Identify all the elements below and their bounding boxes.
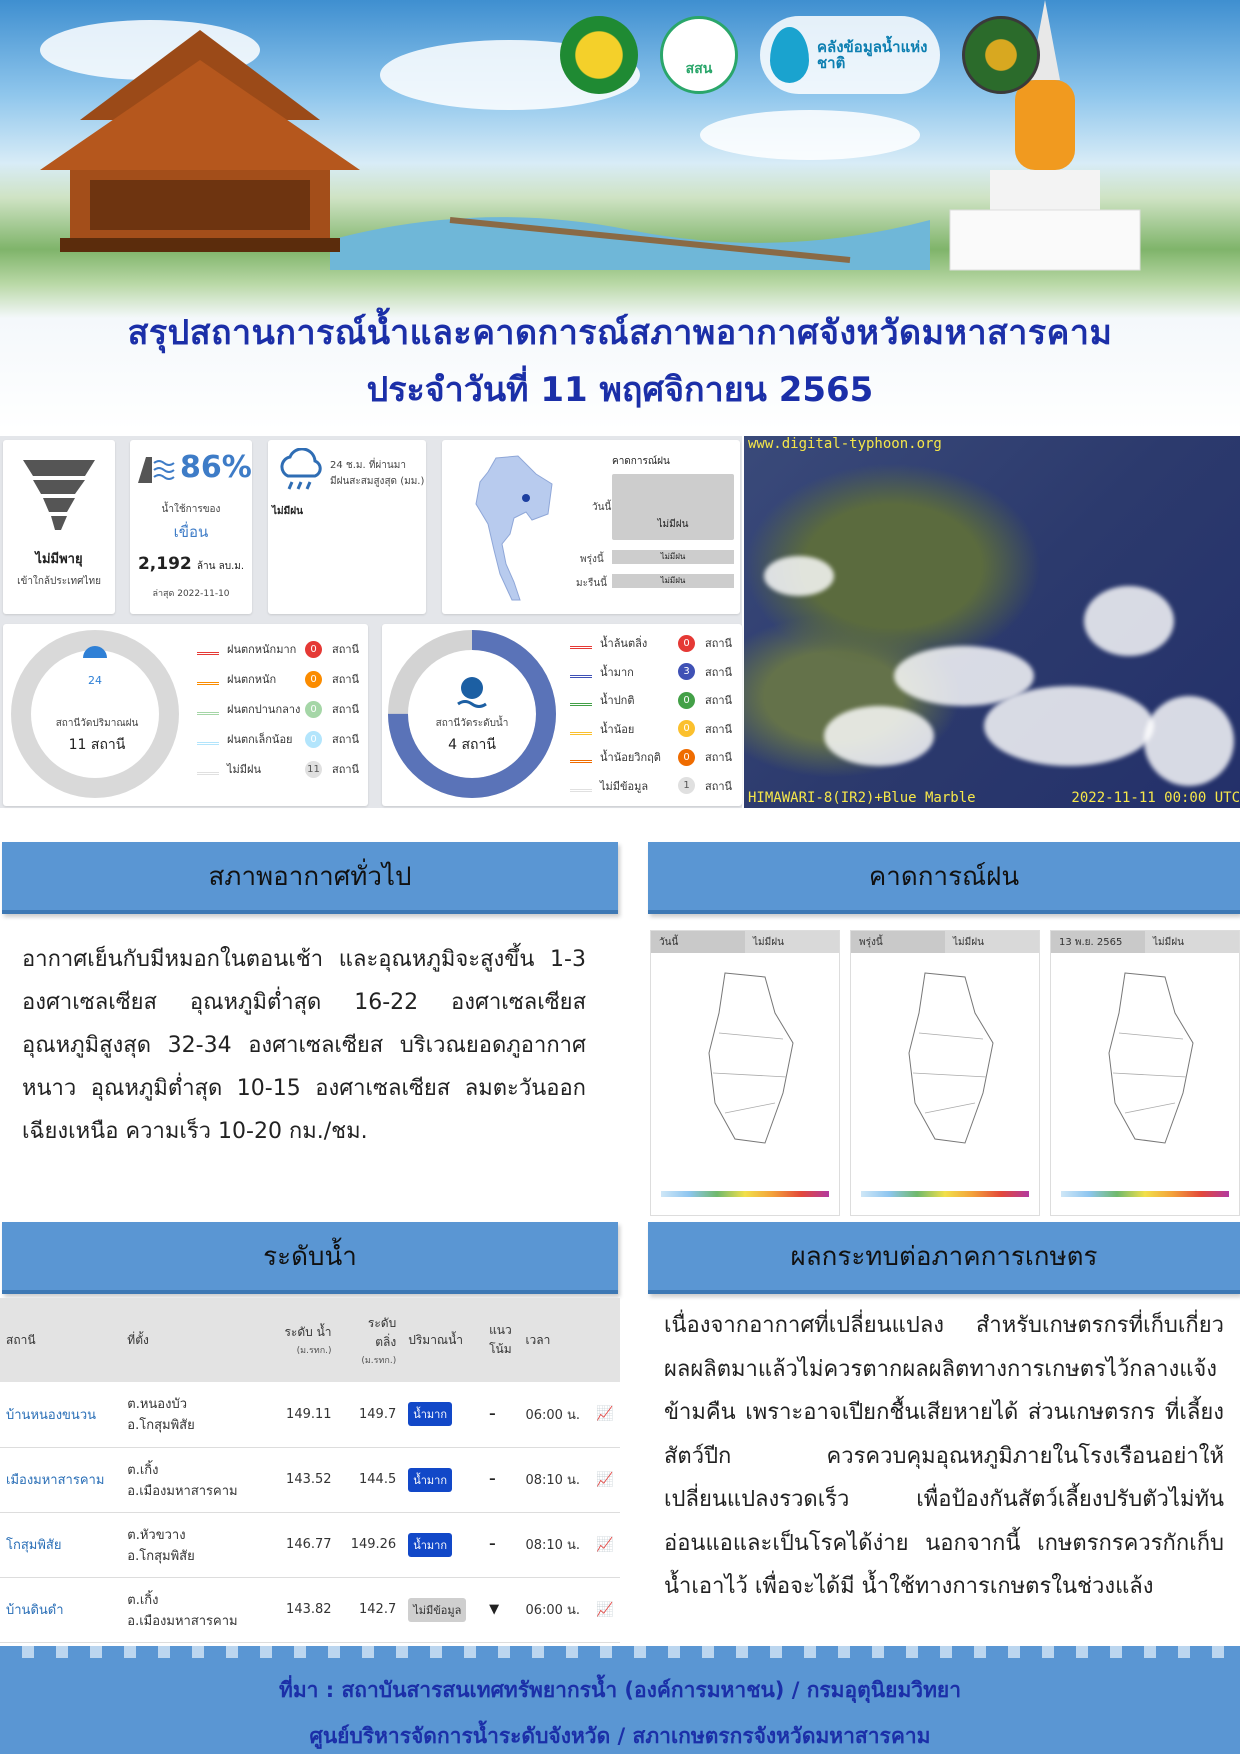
bank-level: 144.5 — [338, 1447, 403, 1512]
tornado-icon — [19, 454, 99, 540]
svg-text:24: 24 — [88, 674, 102, 687]
measure-time: 06:00 น. — [519, 1577, 590, 1642]
forecast-day-tomorrow: พรุ่งนี้ — [580, 554, 604, 565]
col-status: ปริมาณน้ำ — [402, 1298, 483, 1382]
legend-icon — [570, 666, 592, 678]
table-row[interactable] — [0, 1512, 620, 1577]
page-title: สรุปสถานการณ์น้ำและคาดการณ์สภาพอากาศจังหวัดมหาสารคาม — [127, 313, 1113, 353]
legend-icon — [197, 763, 219, 775]
col-chart — [590, 1298, 620, 1382]
measure-time: 08:10 น. — [519, 1512, 590, 1577]
legend-label: น้ำล้นตลิ่ง — [600, 637, 648, 650]
table-row[interactable] — [0, 1577, 620, 1642]
legend-label: ไม่มีฝน — [227, 763, 261, 776]
legend-label: ฝนตกปานกลาง — [227, 703, 301, 716]
forecast-today-value: ไม่มีฝน — [657, 519, 689, 530]
rain-map-day: วันนี้ — [651, 931, 745, 953]
line-chart-icon[interactable]: 📈 — [590, 1382, 620, 1447]
rain-stations-count: 11 สถานี — [68, 737, 126, 753]
cloud-decoration — [700, 110, 920, 160]
legend-unit: สถานี — [332, 763, 360, 776]
legend-icon — [197, 673, 219, 685]
col-level: ระดับ น้ำ (ม.รทก.) — [273, 1298, 338, 1382]
status-badge: น้ำมาก — [408, 1533, 452, 1557]
legend-icon — [570, 780, 592, 792]
temple-illustration — [20, 30, 380, 260]
station-location: ต.เกิ้ง อ.เมืองมหาสารคาม — [121, 1447, 273, 1512]
agri-section-header: ผลกระทบต่อภาคการเกษตร — [648, 1222, 1240, 1294]
legend-label: น้ำน้อยวิกฤติ — [600, 751, 661, 764]
rain-stations-card — [3, 624, 368, 806]
legend-unit: สถานี — [332, 703, 360, 716]
table-row[interactable] — [0, 1447, 620, 1512]
station-name[interactable]: บ้านหนองขนวน — [0, 1382, 121, 1447]
dam-percent: 86% — [180, 450, 252, 485]
legend-item — [197, 640, 367, 658]
bank-level: 149.7 — [338, 1382, 403, 1447]
legend-count: 0 — [678, 692, 695, 709]
col-station: สถานี — [0, 1298, 121, 1382]
satellite-source: www.digital-typhoon.org — [748, 436, 942, 452]
table-row[interactable] — [0, 1382, 620, 1447]
water-status — [402, 1512, 483, 1577]
legend-item — [197, 700, 367, 718]
storm-card — [3, 440, 115, 614]
header-banner — [0, 0, 1240, 430]
col-time: เวลา — [519, 1298, 590, 1382]
rain-color-scale — [861, 1191, 1029, 1197]
page-date: ประจำวันที่ 11 พฤศจิกายน 2565 — [366, 370, 874, 410]
water-status — [402, 1447, 483, 1512]
legend-item — [570, 634, 740, 652]
satellite-caption: HIMAWARI-8(IR2)+Blue Marble — [748, 790, 976, 806]
trend-indicator: – — [483, 1512, 519, 1577]
legend-count: 0 — [305, 731, 322, 748]
agri-impact-text: เนื่องจากอากาศที่เปลี่ยนแปลง สำหรับเกษตรกรที่เก็บเกี่ยวผลผลิตมาแล้วไม่ควรตากผลผลิตทางการเกษตรไว้กลางแจ้งข้ามคืน เพราะอาจเปียกชื้นเสียหายได้ ส่วนเกษตรกร ที่เลี้ยง สัตว์ปีก ควรควบคุมอุณหภูมิภายในโรงเรือนอย่าให้เปลี่ยนแปลงรวดเร็ว เพื่อป้องกันสัตว์เลี้ยงปรับตัวไม่ทัน อ่อนแอและเป็นโรคได้ง่าย นอกจากนี้ เกษตรกรควรกักเก็บ น้ำเอาไว้ เพื่อจะได้มี น้ำใช้ทางการเกษตรในช่วงแล้ง — [664, 1313, 1224, 1599]
legend-label: น้ำปกติ — [600, 694, 635, 707]
legend-unit: สถานี — [332, 643, 360, 656]
status-badge: ไม่มีข้อมูล — [408, 1598, 466, 1622]
table-header-row — [0, 1298, 620, 1382]
legend-label: ฝนตกเล็กน้อย — [227, 733, 293, 746]
legend-item — [570, 691, 740, 709]
line-chart-icon[interactable]: 📈 — [590, 1512, 620, 1577]
legend-item — [197, 730, 367, 748]
rain-cloud-icon — [276, 448, 326, 492]
province-map-outline — [651, 953, 839, 1163]
legend-count: 11 — [305, 761, 322, 778]
legend-label: น้ำมาก — [600, 665, 634, 679]
water-status — [402, 1382, 483, 1447]
rain24-sub: มีฝนสะสมสูงสุด (มม.) — [330, 476, 425, 487]
forecast-after-value: ไม่มีฝน — [612, 574, 734, 588]
rain-stations-label: สถานีวัดปริมาณฝน — [55, 718, 139, 729]
water-stations-label: สถานีวัดระดับน้ำ — [435, 718, 509, 729]
legend-icon — [197, 643, 219, 655]
legend-icon — [570, 723, 592, 735]
station-location: ต.หัวขวาง อ.โกสุมพิสัย — [121, 1512, 273, 1577]
rain24-status: ไม่มีฝน — [272, 506, 303, 517]
rain-map-day: 13 พ.ย. 2565 — [1051, 931, 1145, 953]
forecast-day-after: มะรืนนี้ — [576, 578, 608, 589]
thailand-map-icon — [466, 454, 556, 604]
footer — [0, 1646, 1240, 1754]
legend-unit: สถานี — [332, 673, 360, 686]
rain-color-scale — [661, 1191, 829, 1197]
legend-count: 0 — [678, 720, 695, 737]
line-chart-icon[interactable]: 📈 — [590, 1577, 620, 1642]
hii-logo: สสน — [660, 16, 738, 94]
rain-map-day3 — [1050, 930, 1240, 1216]
rain-map-value: ไม่มีฝน — [945, 931, 1039, 953]
legend-unit: สถานี — [705, 694, 733, 707]
national-water-data-logo: คลังข้อมูลน้ำแห่งชาติ — [760, 16, 940, 94]
storm-status: ไม่มีพายุ — [35, 552, 83, 567]
forecast-day-today: วันนี้ — [592, 502, 612, 513]
forecast-today-box — [612, 474, 734, 540]
station-name[interactable]: บ้านดินดำ — [0, 1577, 121, 1642]
water-status — [402, 1577, 483, 1642]
satellite-timestamp: 2022-11-11 00:00 UTC — [1071, 790, 1240, 806]
trend-indicator: – — [483, 1447, 519, 1512]
status-badge: น้ำมาก — [408, 1468, 452, 1492]
satellite-image — [744, 436, 1240, 808]
footer-divider — [0, 1646, 1240, 1658]
legend-unit: สถานี — [705, 779, 733, 793]
legend-unit: สถานี — [705, 637, 733, 650]
rain-map-value: ไม่มีฝน — [1145, 931, 1239, 953]
legend-item — [570, 720, 740, 738]
provincial-seal-logo — [962, 16, 1040, 94]
legend-item — [197, 760, 367, 778]
legend-label: ฝนตกหนักมาก — [227, 643, 297, 656]
forecast-tomorrow-value: ไม่มีฝน — [612, 550, 734, 564]
legend-item — [570, 663, 740, 681]
dam-icon — [138, 453, 180, 483]
legend-item — [197, 670, 367, 688]
rain-stations-donut — [9, 628, 181, 800]
legend-item — [570, 748, 740, 766]
status-badge: น้ำมาก — [408, 1402, 452, 1426]
rain-map-today — [650, 930, 840, 1216]
water-level: 146.77 — [273, 1512, 338, 1577]
water-stations-count: 4 สถานี — [448, 737, 496, 753]
rain24-title: 24 ช.ม. ที่ผ่านมา — [330, 460, 406, 471]
legend-count: 0 — [678, 749, 695, 766]
dam-unit: ล้าน ลบ.ม. — [196, 561, 245, 572]
province-map-outline — [851, 953, 1039, 1163]
rain-color-scale — [1061, 1191, 1229, 1197]
water-stations-card — [382, 624, 742, 806]
legend-unit: สถานี — [332, 733, 360, 746]
legend-count: 1 — [678, 777, 695, 794]
legend-label: ฝนตกหนัก — [227, 673, 277, 686]
legend-icon — [197, 703, 219, 715]
dam-label-2: เขื่อน — [173, 523, 209, 541]
bank-level: 149.26 — [338, 1512, 403, 1577]
legend-count: 3 — [678, 663, 695, 680]
rain-map-value: ไม่มีฝน — [745, 931, 839, 953]
footer-agencies: ศูนย์บริหารจัดการน้ำระดับจังหวัด / สภาเกษตรกรจังหวัดมหาสารคาม — [309, 1724, 931, 1748]
legend-icon — [570, 751, 592, 763]
water-level: 149.11 — [273, 1382, 338, 1447]
storm-sub: เข้าใกล้ประเทศไทย — [17, 576, 101, 587]
rain-map-tomorrow — [850, 930, 1040, 1216]
water-level-table — [0, 1298, 620, 1643]
legend-icon — [570, 694, 592, 706]
rain-map-day: พรุ่งนี้ — [851, 931, 945, 953]
line-chart-icon[interactable]: 📈 — [590, 1447, 620, 1512]
pond-illustration — [330, 180, 930, 270]
legend-label: ไม่มีข้อมูล — [600, 779, 649, 793]
legend-count: 0 — [305, 701, 322, 718]
rain24-card — [268, 440, 426, 614]
col-trend: แนว โน้ม — [483, 1298, 519, 1382]
water-stations-donut — [386, 628, 558, 800]
station-location: ต.เกิ้ง อ.เมืองมหาสารคาม — [121, 1577, 273, 1642]
legend-icon — [197, 733, 219, 745]
legend-icon — [570, 637, 592, 649]
legend-unit: สถานี — [705, 665, 733, 679]
dam-label: น้ำใช้การของ — [161, 504, 221, 515]
legend-unit: สถานี — [705, 722, 733, 736]
footer-source: ที่มา : สถาบันสารสนเทศทรัพยากรน้ำ (องค์การมหาชน) / กรมอุตุนิยมวิทยา — [278, 1678, 962, 1702]
col-location: ที่ตั้ง — [121, 1298, 273, 1382]
weather-description: อากาศเย็นกับมีหมอกในตอนเช้า และอุณหภูมิจะสูงขึ้น 1-3 องศาเซลเซียส อุณหภูมิต่ำสุด 16-22 องศาเซลเซียส อุณหภูมิสูงสุด 32-34 องศาเซลเซียส บริเวณยอดภูอากาศหนาว อุณหภูมิต่ำสุด 10-15 องศาเซลเซียส ลมตะวันออกเฉียงเหนือ ความเร็ว 10-20 กม./ชม. — [22, 947, 586, 1144]
legend-count: 0 — [678, 635, 695, 652]
legend-unit: สถานี — [705, 751, 733, 764]
forecast-card — [442, 440, 740, 614]
col-bank: ระดับ ตลิ่ง (ม.รทก.) — [338, 1298, 403, 1382]
dam-updated: ล่าสุด 2022-11-10 — [152, 589, 230, 599]
bank-level: 142.7 — [338, 1577, 403, 1642]
partner-logos — [560, 16, 1040, 94]
water-drop-icon — [770, 27, 809, 83]
legend-item — [570, 777, 740, 795]
water-level: 143.82 — [273, 1577, 338, 1642]
trend-indicator: – — [483, 1382, 519, 1447]
station-name[interactable]: เมืองมหาสารคาม — [0, 1447, 121, 1512]
trend-indicator: ▼ — [483, 1577, 519, 1642]
legend-count: 0 — [305, 671, 322, 688]
forecast-header: คาดการณ์ฝน — [612, 456, 670, 467]
legend-label: น้ำน้อย — [600, 722, 635, 736]
rain-forecast-maps — [650, 930, 1240, 1216]
dashboard-panel — [0, 436, 742, 808]
measure-time: 08:10 น. — [519, 1447, 590, 1512]
dept-agriculture-logo — [560, 16, 638, 94]
rain-forecast-section-header: คาดการณ์ฝน — [648, 842, 1240, 914]
legend-count: 0 — [305, 641, 322, 658]
dam-card — [130, 440, 252, 614]
station-name[interactable]: โกสุมพิสัย — [0, 1512, 121, 1577]
dam-volume: 2,192 — [137, 554, 192, 574]
water-level: 143.52 — [273, 1447, 338, 1512]
water-level-section-header: ระดับน้ำ — [2, 1222, 618, 1294]
measure-time: 06:00 น. — [519, 1382, 590, 1447]
station-location: ต.หนองบัว อ.โกสุมพิสัย — [121, 1382, 273, 1447]
weather-section-header: สภาพอากาศทั่วไป — [2, 842, 618, 914]
province-map-outline — [1051, 953, 1239, 1163]
